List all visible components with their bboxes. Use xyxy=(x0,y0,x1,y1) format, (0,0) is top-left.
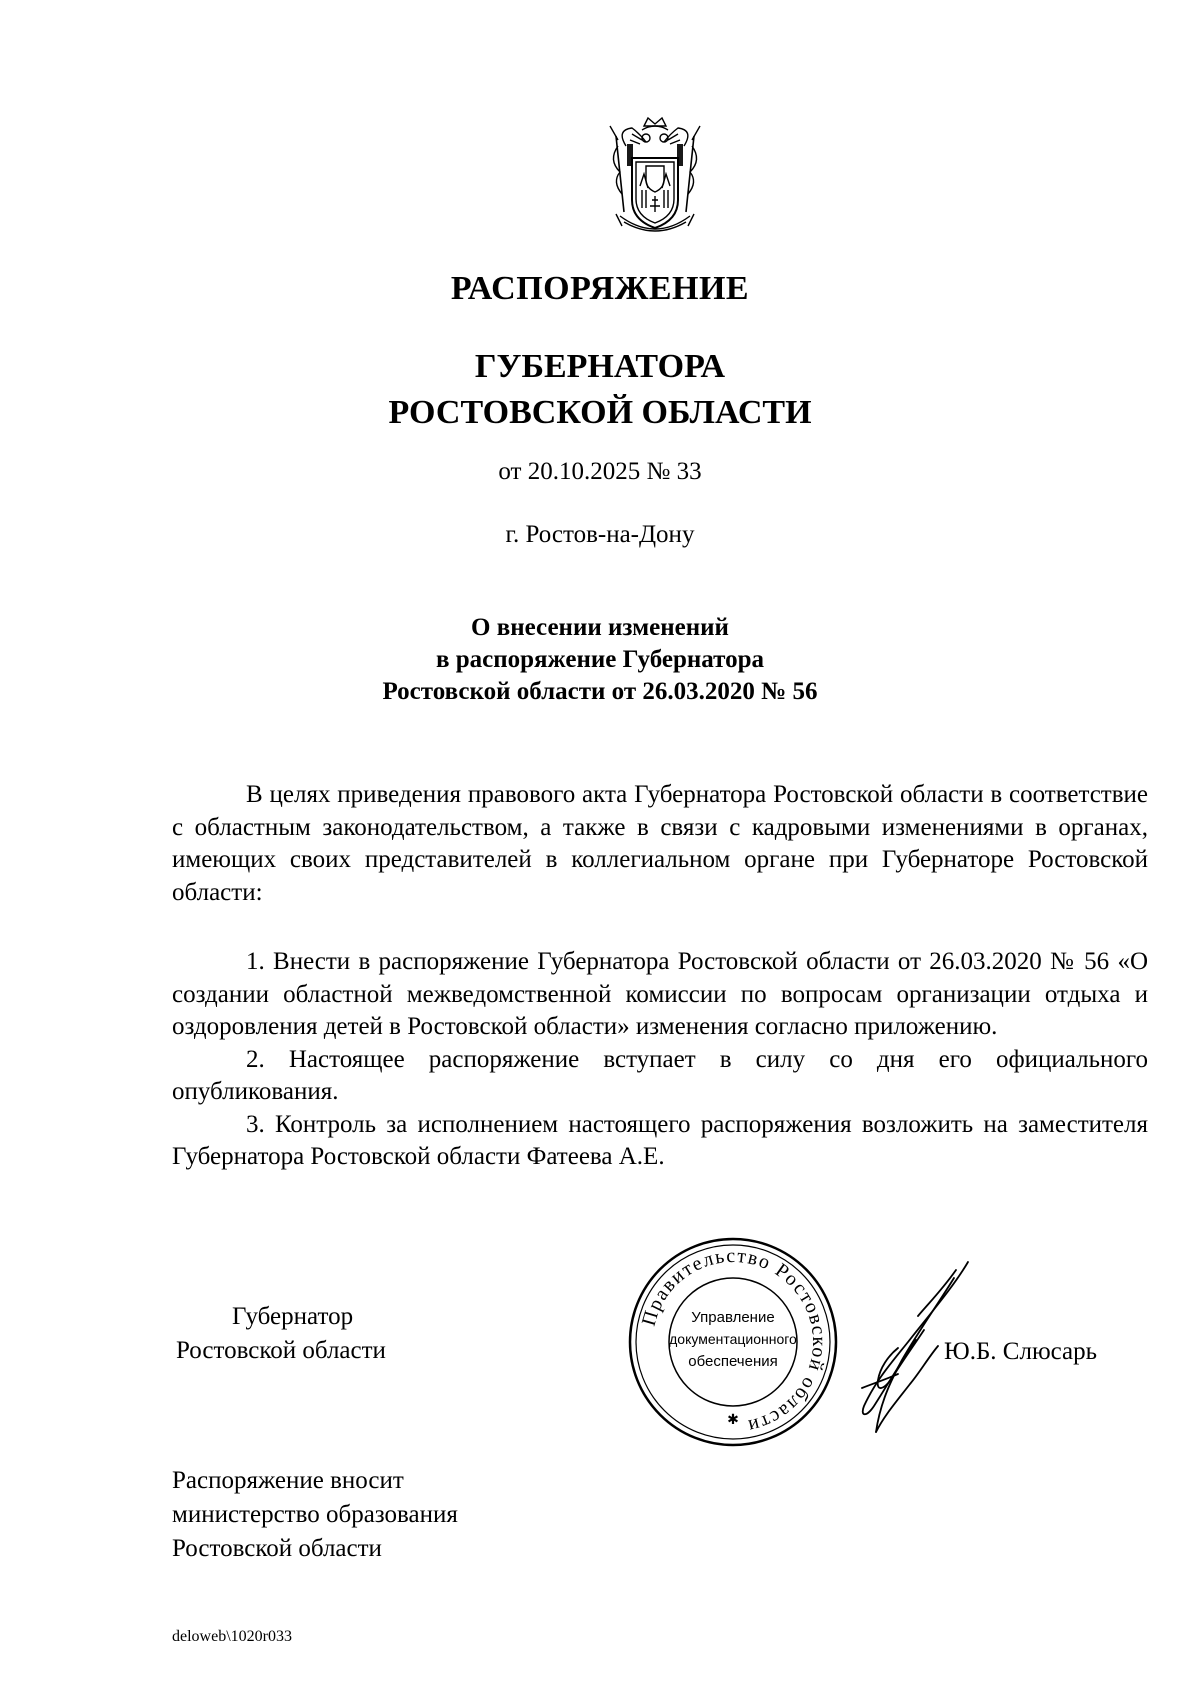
seal-ring-text: Правительство Ростовской области xyxy=(637,1244,831,1438)
point-3: 3. Контроль за исполнением настоящего распоряжения возложить на заместителя Губернатора Ростовской области Фатеева А.Е. xyxy=(172,1110,1148,1170)
document-type-title: РАСПОРЯЖЕНИЕ xyxy=(450,270,750,307)
submitted-by-line-2: министерство образования xyxy=(172,1501,458,1528)
official-seal-stamp xyxy=(627,1236,839,1448)
submitted-by-line-1: Распоряжение вносит xyxy=(172,1467,404,1494)
document-subject xyxy=(0,612,1200,708)
preamble xyxy=(172,779,1148,909)
subject-line-2: в распоряжение Губернатора xyxy=(435,646,765,673)
seal-star-icon: ✱ xyxy=(727,1411,739,1427)
signer-name: Ю.Б. Слюсарь xyxy=(944,1338,1098,1365)
seal-center-line-3: обеспечения xyxy=(688,1353,778,1370)
signer-position-line-1: Губернатор xyxy=(232,1303,354,1330)
issuer-title xyxy=(0,344,1200,436)
document-code: deloweb\1020r033 xyxy=(172,1628,292,1645)
issuer-line-2: РОСТОВСКОЙ ОБЛАСТИ xyxy=(388,394,812,431)
issuer-line-1: ГУБЕРНАТОРА xyxy=(474,348,726,385)
submitted-by xyxy=(172,1464,458,1566)
subject-line-1: О внесении изменений xyxy=(471,614,729,641)
submitted-by-line-3: Ростовской области xyxy=(172,1535,382,1562)
city: г. Ростов-на-Дону xyxy=(505,521,695,548)
subject-line-3: Ростовской области от 26.03.2020 № 56 xyxy=(382,678,818,705)
signer-position xyxy=(176,1300,386,1368)
coat-of-arms-icon xyxy=(596,116,714,242)
points-list xyxy=(172,946,1148,1174)
signer-position-line-2: Ростовской области xyxy=(176,1337,386,1364)
point-2: 2. Настоящее распоряжение вступает в силу со дня его официального опубликования. xyxy=(172,1045,1148,1105)
preamble-paragraph: В целях приведения правового акта Губернатора Ростовской области в соответствие с областным законодательством, а также в связи с кадровыми изменениями в органах, имеющих своих представителей в коллегиальном органе при Губернаторе Ростовской области: xyxy=(172,781,1148,906)
seal-center-line-1: Управление xyxy=(691,1309,775,1326)
date-and-number: от 20.10.2025 № 33 xyxy=(498,458,702,485)
seal-center-line-2: документационного xyxy=(669,1331,797,1347)
point-1: 1. Внести в распоряжение Губернатора Ростовской области от 26.03.2020 № 56 «О создании областной межведомственной комиссии по вопросам организации отдыха и оздоровления детей в Ростовской области» изменения согласно приложению. xyxy=(172,948,1148,1040)
